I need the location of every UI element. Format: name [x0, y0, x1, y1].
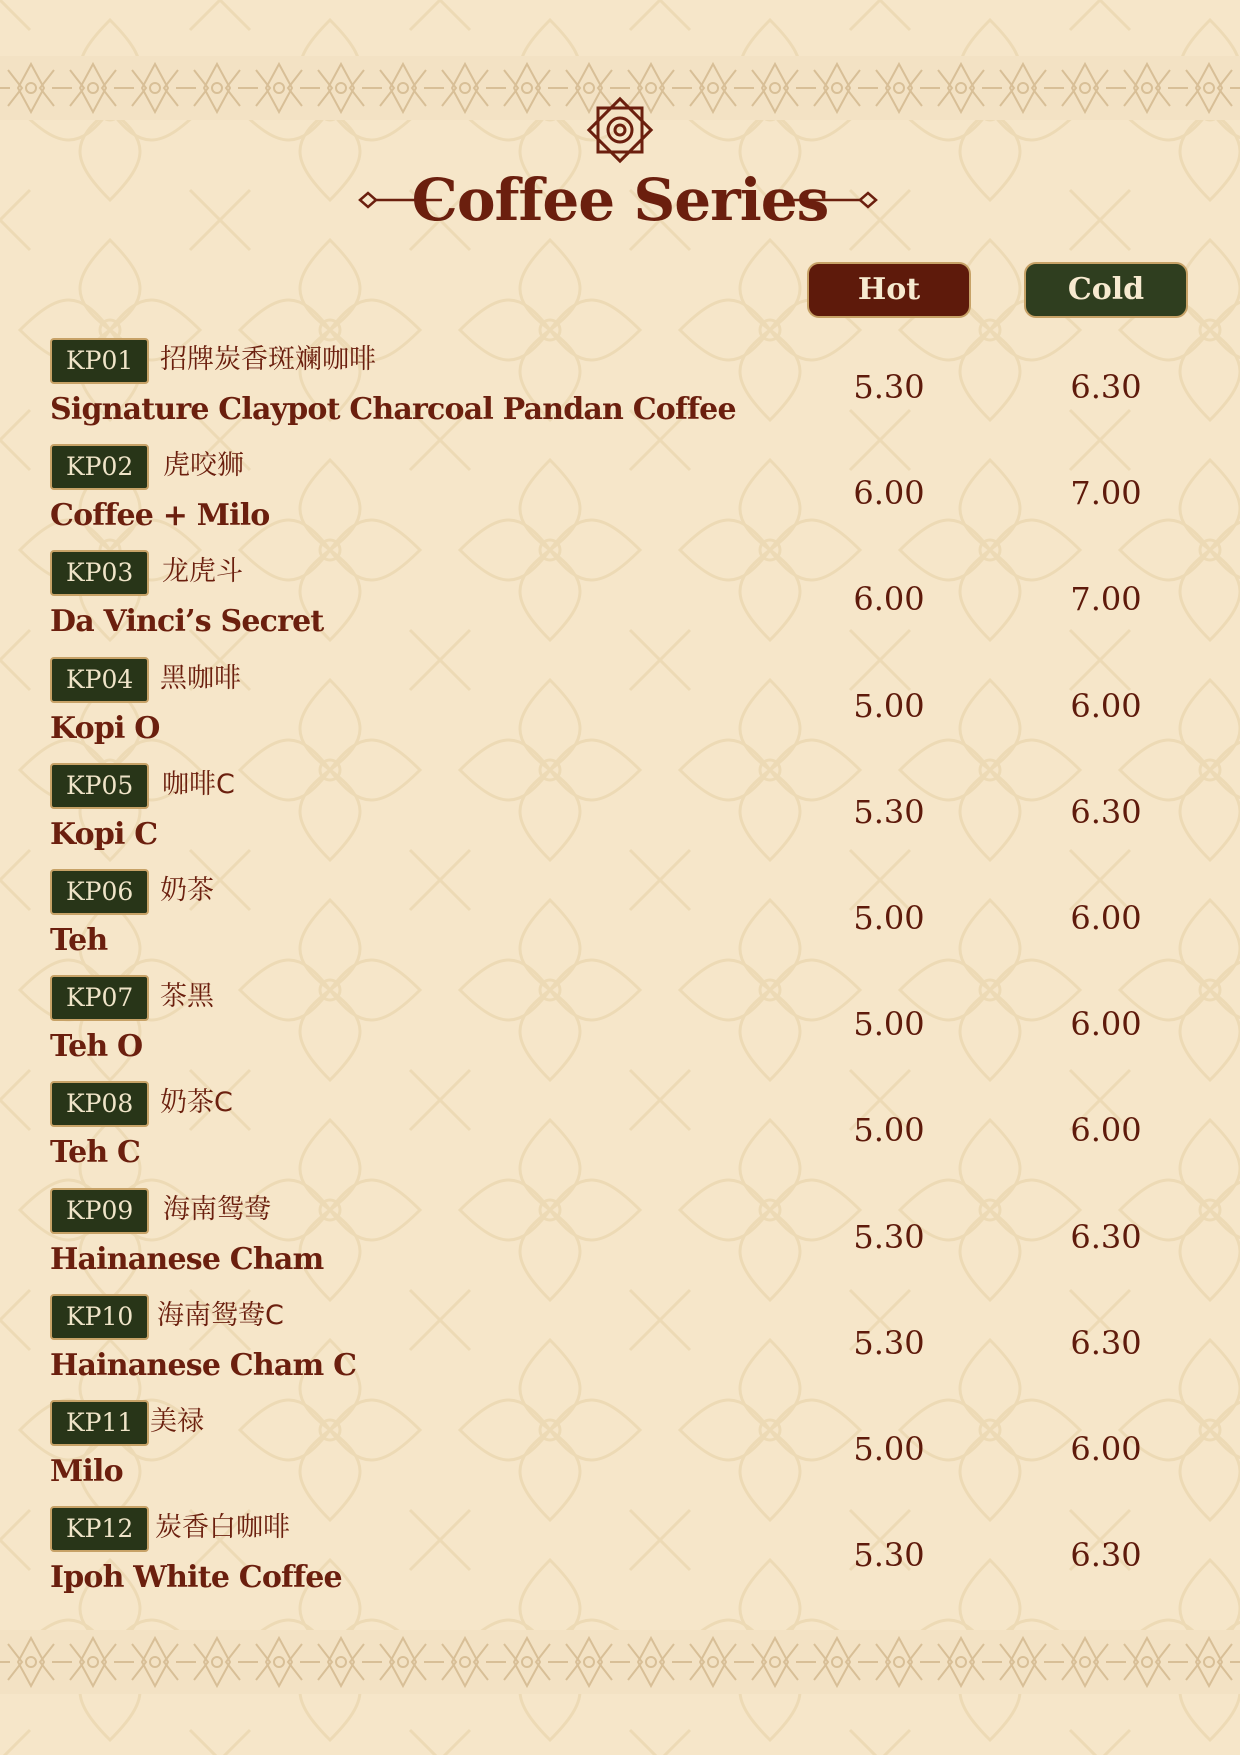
hot-column-header: Hot [807, 262, 971, 318]
menu-item [0, 1396, 1240, 1502]
menu-item [0, 653, 1240, 759]
item-chinese-name: 虎咬狮 [163, 450, 244, 482]
item-english-name: Teh O [50, 1029, 143, 1065]
item-code-badge: KP01 [50, 338, 149, 384]
item-chinese-name: 龙虎斗 [162, 556, 243, 588]
item-english-name: Milo [50, 1453, 123, 1489]
item-chinese-name: 炭香白咖啡 [155, 1512, 290, 1544]
menu-item [0, 334, 1240, 440]
menu-item [0, 971, 1240, 1077]
item-chinese-name: 茶黑 [160, 981, 214, 1013]
item-english-name: Kopi C [50, 816, 158, 852]
cold-price: 6.30 [1070, 1323, 1142, 1362]
item-code-badge: KP03 [50, 550, 149, 596]
page-title: Coffee Series [411, 166, 829, 234]
cold-price: 6.00 [1070, 898, 1142, 937]
hot-price: 5.30 [853, 1536, 925, 1575]
hot-price: 5.00 [853, 898, 925, 937]
item-chinese-name: 美禄 [150, 1405, 204, 1437]
cold-price: 7.00 [1070, 474, 1142, 513]
cold-price: 6.30 [1070, 1536, 1142, 1575]
hot-price: 6.00 [853, 474, 925, 513]
menu-item [0, 1077, 1240, 1183]
bottom-border-band [0, 1630, 1240, 1694]
item-code-badge: KP09 [50, 1188, 149, 1234]
item-english-name: Coffee + Milo [50, 498, 270, 534]
item-code-badge: KP04 [50, 657, 149, 703]
cold-price: 7.00 [1070, 580, 1142, 619]
item-code-badge: KP08 [50, 1081, 149, 1127]
item-chinese-name: 海南鸳鸯 [163, 1193, 271, 1225]
item-english-name: Kopi O [50, 710, 160, 746]
item-code-badge: KP06 [50, 869, 149, 915]
hot-price: 5.30 [853, 1217, 925, 1256]
cold-price: 6.00 [1070, 1429, 1142, 1468]
menu-item [0, 1290, 1240, 1396]
item-code-badge: KP07 [50, 975, 149, 1021]
item-code-badge: KP12 [50, 1506, 149, 1552]
hot-price: 5.00 [853, 1429, 925, 1468]
hot-price: 5.00 [853, 686, 925, 725]
hot-price: 5.30 [853, 368, 925, 406]
menu-item [0, 1184, 1240, 1290]
menu-item [0, 440, 1240, 546]
item-code-badge: KP02 [50, 444, 149, 490]
item-chinese-name: 奶茶 [160, 874, 214, 906]
menu-item [0, 546, 1240, 652]
cold-price: 6.30 [1070, 792, 1142, 831]
item-english-name: Da Vinci’s Secret [50, 604, 324, 640]
cold-price: 6.30 [1070, 1217, 1142, 1256]
hot-price: 5.00 [853, 1111, 925, 1150]
item-english-name: Signature Claypot Charcoal Pandan Coffee [50, 392, 736, 427]
item-code-badge: KP10 [50, 1294, 149, 1340]
cold-price: 6.00 [1070, 1111, 1142, 1150]
menu-list [0, 334, 1240, 1608]
hot-price: 6.00 [853, 580, 925, 619]
item-english-name: Ipoh White Coffee [50, 1560, 342, 1596]
mandala-emblem-icon [580, 90, 660, 170]
cold-price: 6.00 [1070, 1005, 1142, 1044]
item-chinese-name: 海南鸳鸯C [157, 1299, 284, 1331]
item-chinese-name: 黑咖啡 [160, 662, 241, 694]
hot-price: 5.30 [853, 792, 925, 831]
item-english-name: Hainanese Cham [50, 1241, 324, 1277]
arrow-diamond-ornament-icon [790, 188, 880, 212]
hot-price: 5.30 [853, 1323, 925, 1362]
cold-price: 6.30 [1070, 368, 1142, 406]
item-english-name: Hainanese Cham C [50, 1347, 357, 1383]
menu-item [0, 759, 1240, 865]
item-chinese-name: 招牌炭香斑斓咖啡 [160, 344, 376, 375]
cold-price: 6.00 [1070, 686, 1142, 725]
item-code-badge: KP05 [50, 763, 149, 809]
item-english-name: Teh [50, 922, 108, 958]
menu-item [0, 865, 1240, 971]
item-chinese-name: 奶茶C [160, 1087, 233, 1119]
title-area [0, 160, 1240, 240]
item-chinese-name: 咖啡C [162, 768, 235, 800]
menu-item [0, 1502, 1240, 1608]
item-code-badge: KP11 [50, 1400, 149, 1446]
item-english-name: Teh C [50, 1135, 141, 1171]
hot-price: 5.00 [853, 1005, 925, 1044]
cold-column-header: Cold [1024, 262, 1188, 318]
